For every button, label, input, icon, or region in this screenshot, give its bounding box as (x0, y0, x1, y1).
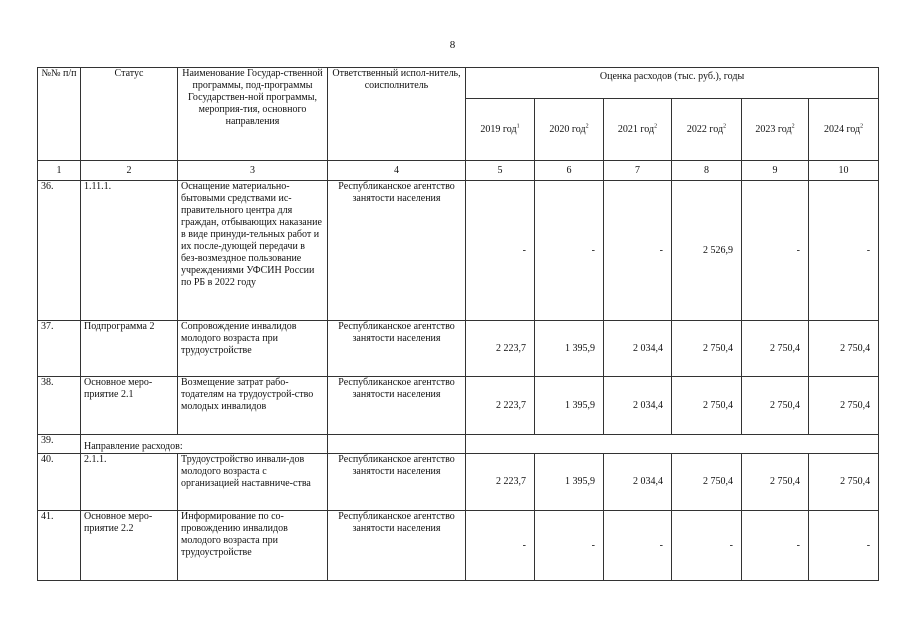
row-value: - (809, 511, 879, 581)
row-num: 37. (38, 321, 81, 377)
row-value: 2 750,4 (809, 377, 879, 435)
row-num: 39. (38, 435, 81, 454)
table-row (38, 321, 879, 377)
row-value: - (809, 181, 879, 321)
table-row (38, 454, 879, 511)
page-number: 8 (449, 39, 456, 51)
header-year: 2020 год$^2$ (535, 99, 604, 161)
row-exec: Республиканское агентство занятости населения (328, 511, 466, 581)
column-number: 7 (604, 161, 672, 181)
row-exec: Республиканское агентство занятости населения (328, 181, 466, 321)
column-number-row (38, 161, 879, 181)
header-costs: Оценка расходов (тыс. руб.), годы (466, 68, 879, 99)
row-value: - (535, 181, 604, 321)
row-value: 2 750,4 (742, 321, 809, 377)
row-name: Оснащение материально-бытовыми средствами ис-правительного центра для граждан, отбывающих наказание в виде принуди-тельных работ и их после-дующей передачи в без-возмездное пользование учреждениями УФСИН России по РБ в 2022 году (178, 181, 328, 321)
row-value: - (604, 181, 672, 321)
column-number: 6 (535, 161, 604, 181)
row-value: 2 223,7 (466, 321, 535, 377)
row-status: Подпрограмма 2 (81, 321, 178, 377)
row-value: 2 223,7 (466, 454, 535, 511)
header-year: 2023 год$^2$ (742, 99, 809, 161)
header-num: №№ п/п (38, 68, 81, 161)
row-value: 2 750,4 (672, 321, 742, 377)
row-value: - (535, 511, 604, 581)
row-value: 2 750,4 (742, 377, 809, 435)
row-value: 1 395,9 (535, 377, 604, 435)
row-value: 2 750,4 (672, 454, 742, 511)
table-row (38, 377, 879, 435)
header-name: Наименование Государ-ственной программы, под-программы Государствен-ной программы, мероприя-тия, основного направления (178, 68, 328, 161)
header-year: 2024 год$^2$ (809, 99, 879, 161)
table-row (38, 181, 879, 321)
row-value: 2 526,9 (672, 181, 742, 321)
header-exec: Ответственный испол-нитель, соисполнитель (328, 68, 466, 161)
row-value: - (672, 511, 742, 581)
row-span-text: Направление расходов: (81, 435, 328, 454)
row-name: Возмещение затрат рабо-тодателям на трудоустрой-ство молодых инвалидов (178, 377, 328, 435)
row-value: 1 395,9 (535, 454, 604, 511)
column-number: 10 (809, 161, 879, 181)
row-value: 2 034,4 (604, 454, 672, 511)
row-status: Основное меро-приятие 2.2 (81, 511, 178, 581)
row-status: 2.1.1. (81, 454, 178, 511)
table-row (38, 435, 879, 454)
row-value: 2 034,4 (604, 377, 672, 435)
header-year: 2021 год$^2$ (604, 99, 672, 161)
row-exec-empty (328, 435, 466, 454)
column-number: 5 (466, 161, 535, 181)
row-num: 38. (38, 377, 81, 435)
column-number: 8 (672, 161, 742, 181)
row-name: Информирование по со-провождению инвалидов молодого возраста при трудоустройстве (178, 511, 328, 581)
row-status: Основное меро-приятие 2.1 (81, 377, 178, 435)
row-name: Сопровождение инвалидов молодого возраста при трудоустройстве (178, 321, 328, 377)
header-year: 2022 год$^2$ (672, 99, 742, 161)
column-number: 1 (38, 161, 81, 181)
row-value: 2 750,4 (809, 454, 879, 511)
row-num: 40. (38, 454, 81, 511)
row-value: - (604, 511, 672, 581)
row-value: 2 750,4 (742, 454, 809, 511)
row-value: 2 034,4 (604, 321, 672, 377)
row-num: 41. (38, 511, 81, 581)
column-number: 9 (742, 161, 809, 181)
row-value: - (466, 511, 535, 581)
row-value: 1 395,9 (535, 321, 604, 377)
row-num: 36. (38, 181, 81, 321)
row-exec: Республиканское агентство занятости населения (328, 454, 466, 511)
row-value: 2 750,4 (672, 377, 742, 435)
header-row-1 (38, 68, 879, 99)
row-values-empty (466, 435, 879, 454)
expenses-table (37, 67, 879, 581)
row-status: 1.11.1. (81, 181, 178, 321)
row-name: Трудоустройство инвали-дов молодого возраста с организацией наставниче-ства (178, 454, 328, 511)
column-number: 3 (178, 161, 328, 181)
row-value: - (742, 511, 809, 581)
row-value: - (742, 181, 809, 321)
header-status: Статус (81, 68, 178, 161)
column-number: 2 (81, 161, 178, 181)
row-value: - (466, 181, 535, 321)
row-value: 2 223,7 (466, 377, 535, 435)
row-exec: Республиканское агентство занятости населения (328, 321, 466, 377)
header-year: 2019 год$^1$ (466, 99, 535, 161)
row-exec: Республиканское агентство занятости населения (328, 377, 466, 435)
table-row (38, 511, 879, 581)
column-number: 4 (328, 161, 466, 181)
row-value: 2 750,4 (809, 321, 879, 377)
